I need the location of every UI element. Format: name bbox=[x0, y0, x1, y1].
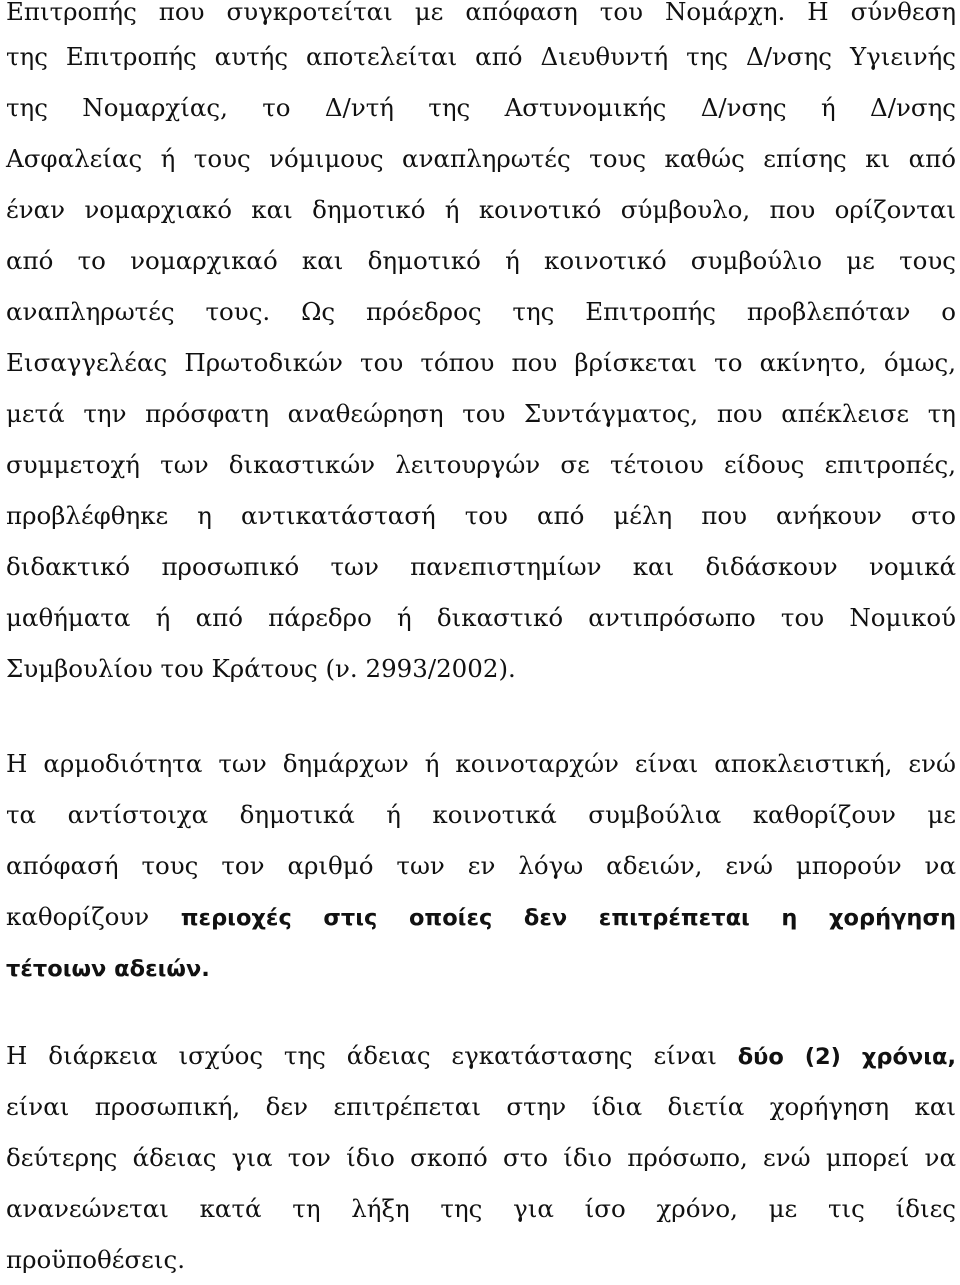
text-line: Επιτροπής που συγκροτείται με απόφαση του Νομάρχη. Η σύνθεση bbox=[6, 0, 956, 26]
text-line: μετά την πρόσφατη αναθεώρηση του Συντάγματος, που απέκλεισε τη bbox=[6, 399, 956, 428]
text-line: της Επιτροπής αυτής αποτελείται από Διευθυντή της Δ/νσης Υγιεινής bbox=[6, 42, 956, 71]
text-line: αναπληρωτές τους. Ως πρόεδρος της Επιτροπής προβλεπόταν ο bbox=[6, 297, 956, 326]
text-line: από το νομαρχικαό και δημοτικό ή κοινοτικό συμβούλιο με τους bbox=[6, 246, 956, 275]
text-bold: δύο (2) χρόνια, bbox=[737, 1044, 956, 1070]
text-line: Ασφαλείας ή τους νόμιμους αναπληρωτές τους καθώς επίσης κι από bbox=[6, 144, 956, 173]
text-normal: καθορίζουν bbox=[6, 902, 181, 931]
text-bold: περιοχές στις οποίες δεν επιτρέπεται η χορήγηση bbox=[180, 905, 956, 931]
text-line: έναν νομαρχιακό και δημοτικό ή κοινοτικό σύμβουλο, που ορίζονται bbox=[6, 195, 956, 224]
paragraph-spacer bbox=[6, 694, 956, 738]
document-page bbox=[6, 0, 956, 1285]
text-line: Εισαγγελέας Πρωτοδικών του τόπου που βρίσκεται το ακίνητο, όμως, bbox=[6, 348, 956, 377]
text-line: της Νομαρχίας, το Δ/ντή της Αστυνομικής Δ/νσης ή Δ/νσης bbox=[6, 93, 956, 122]
text-line bbox=[6, 1030, 956, 1081]
text-line: τα αντίστοιχα δημοτικά ή κοινοτικά συμβούλια καθορίζουν με bbox=[6, 800, 956, 829]
text-line bbox=[6, 942, 956, 993]
text-line: Συμβουλίου του Κράτους (ν. 2993/2002). bbox=[6, 654, 516, 683]
text-line: προϋποθέσεις. bbox=[6, 1245, 185, 1274]
text-line: απόφασή τους τον αριθμό των εν λόγω αδειών, ενώ μπορούν να bbox=[6, 851, 956, 880]
paragraph-spacer bbox=[6, 993, 956, 1030]
text-line: είναι προσωπική, δεν επιτρέπεται στην ίδια διετία χορήγηση και bbox=[6, 1092, 956, 1121]
text-normal: Η διάρκεια ισχύος της άδειας εγκατάστασης είναι bbox=[6, 1041, 738, 1070]
text-line: δεύτερης άδειας για τον ίδιο σκοπό στο ίδιο πρόσωπο, ενώ μπορεί να bbox=[6, 1143, 956, 1172]
text-bold: τέτοιων αδειών. bbox=[6, 956, 210, 982]
text-line bbox=[6, 891, 956, 942]
text-line: μαθήματα ή από πάρεδρο ή δικαστικό αντιπρόσωπο του Νομικού bbox=[6, 603, 956, 632]
paragraph-committee-composition bbox=[6, 0, 956, 694]
paragraph-license-duration bbox=[6, 1030, 956, 1285]
paragraph-mayor-authority bbox=[6, 738, 956, 993]
text-line: διδακτικό προσωπικό των πανεπιστημίων και διδάσκουν νομικά bbox=[6, 552, 956, 581]
text-line: συμμετοχή των δικαστικών λειτουργών σε τέτοιου είδους επιτροπές, bbox=[6, 450, 956, 479]
text-line: προβλέφθηκε η αντικατάστασή του από μέλη που ανήκουν στο bbox=[6, 501, 956, 530]
text-line: ανανεώνεται κατά τη λήξη της για ίσο χρόνο, με τις ίδιες bbox=[6, 1194, 956, 1223]
text-line: Η αρμοδιότητα των δημάρχων ή κοινοταρχών είναι αποκλειστική, ενώ bbox=[6, 749, 956, 778]
